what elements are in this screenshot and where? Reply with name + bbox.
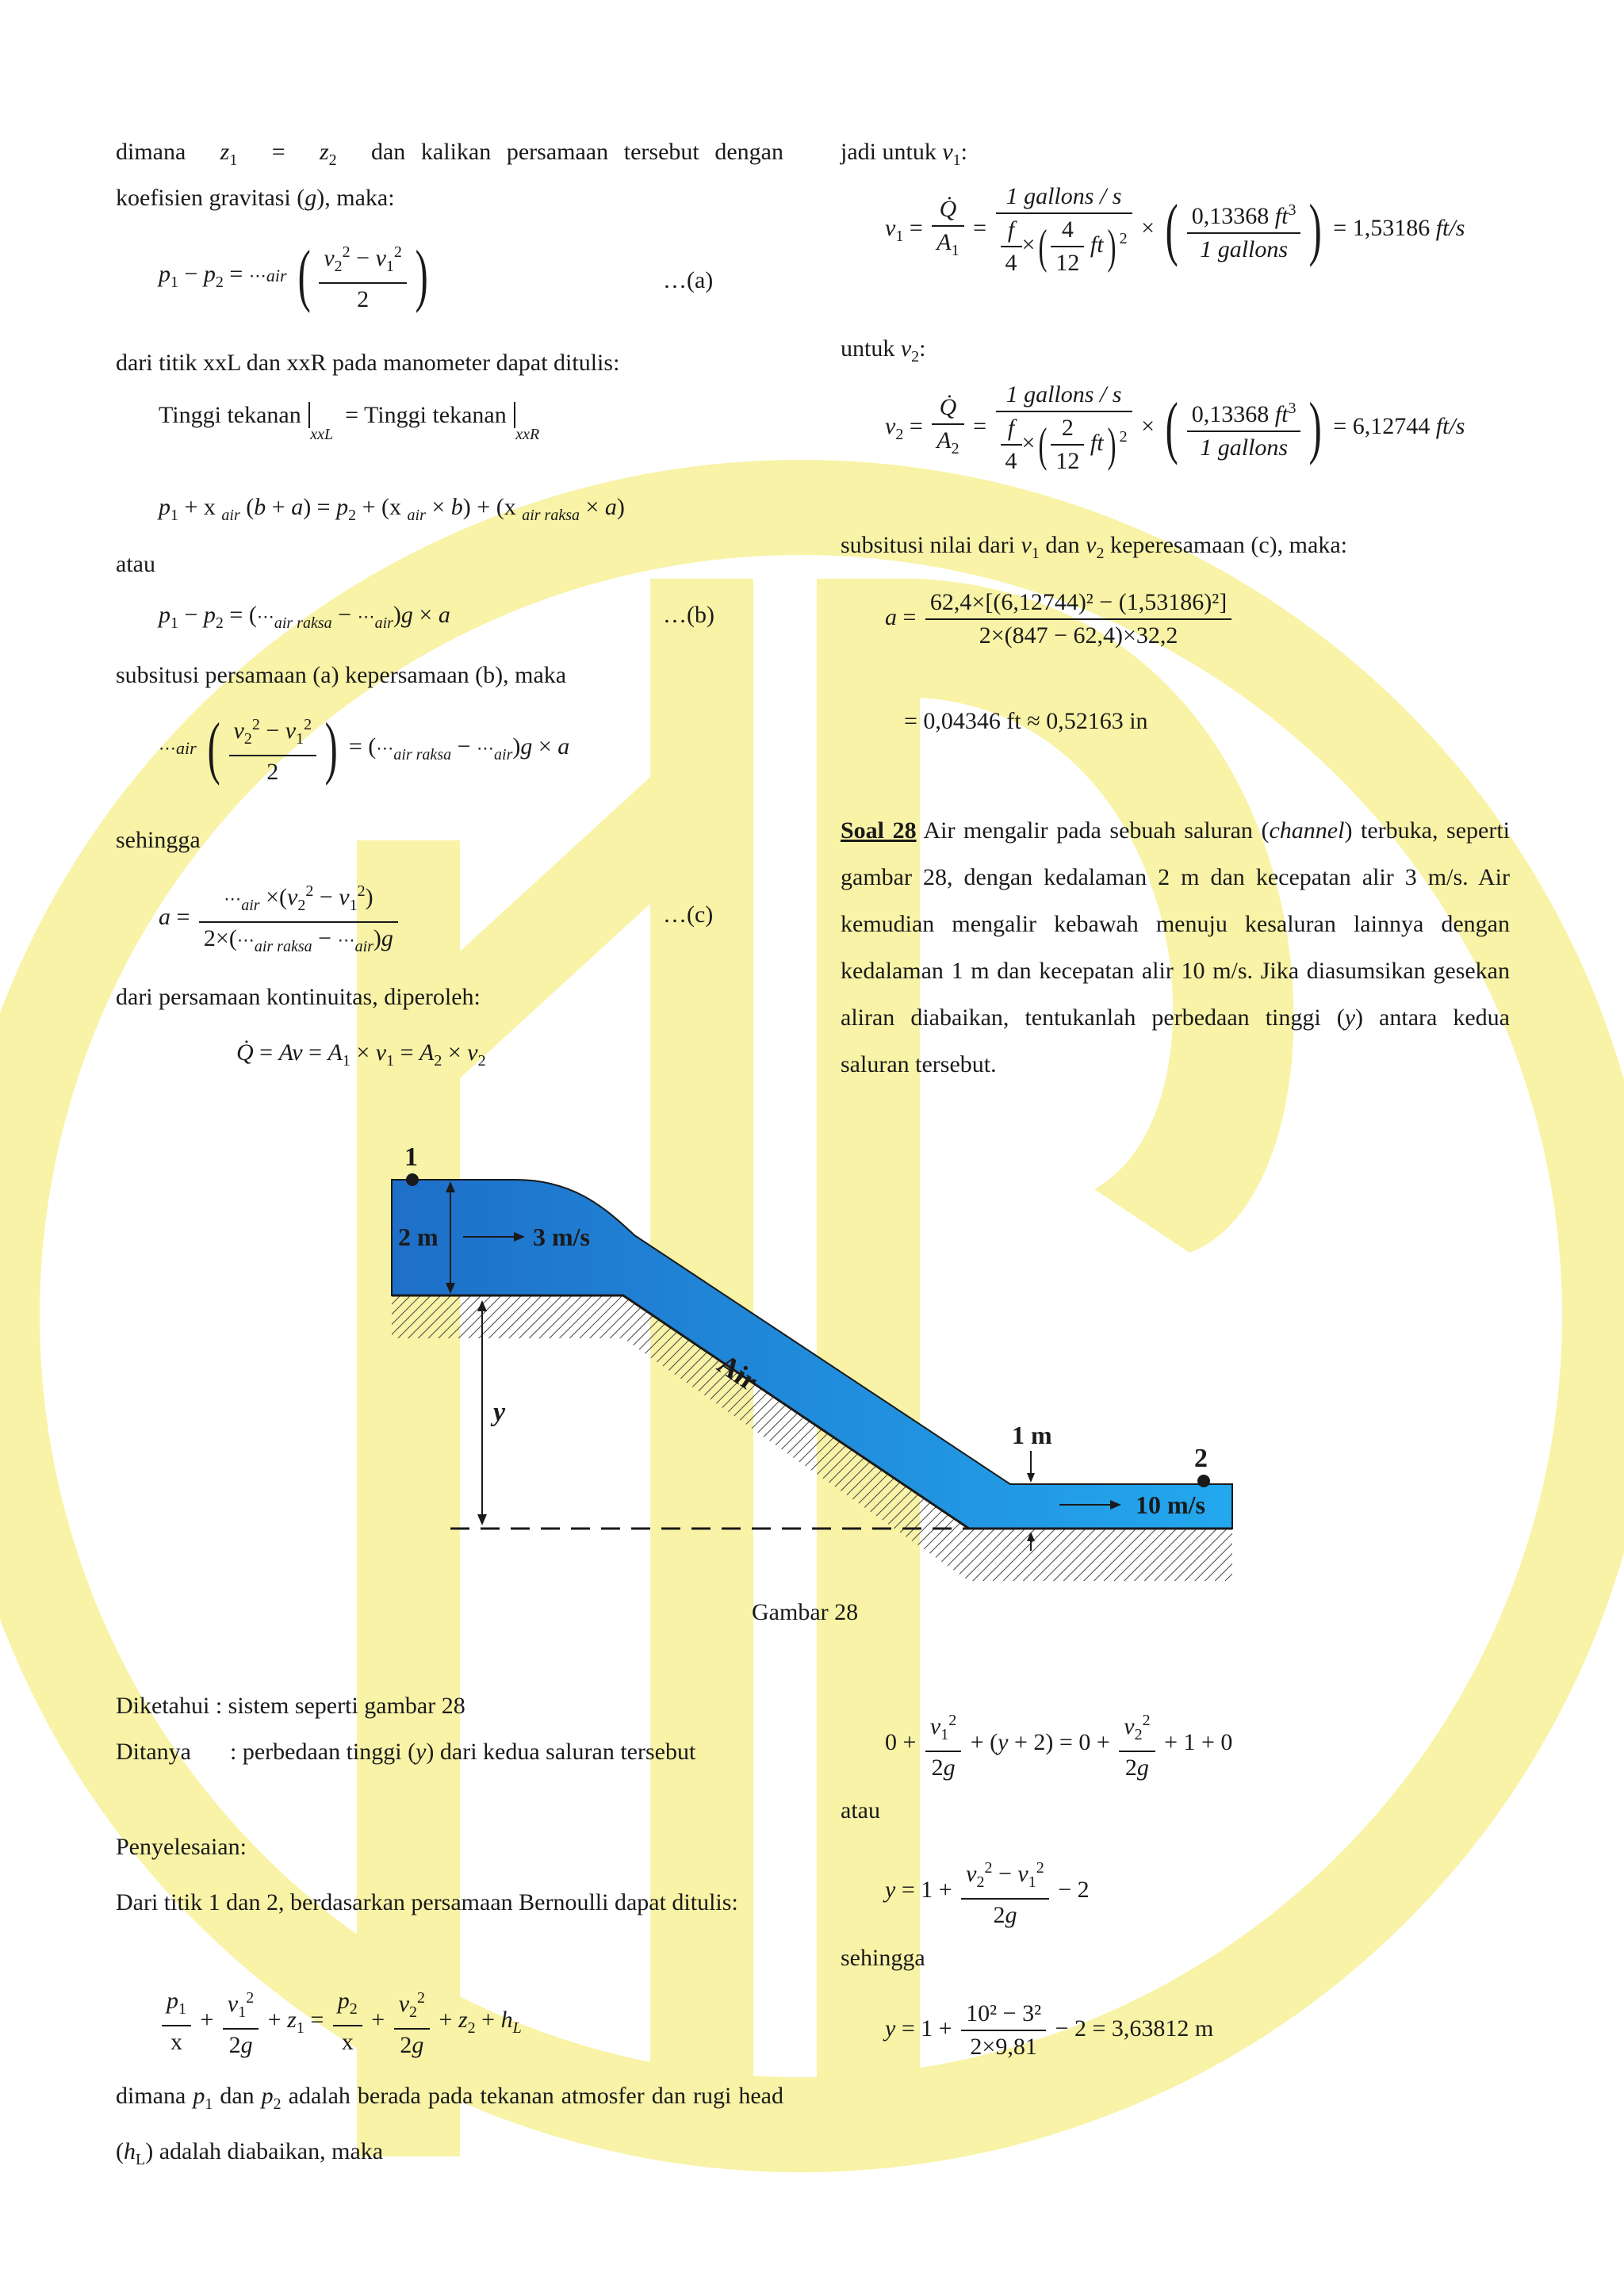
untuk-v2: untuk $v_2$:: [841, 335, 926, 365]
equation-v2: $v_2$ = $\frac{Q̇}{A_2}$ = 1 gallons / s $\frac{f}{4}$ ×( $\frac{2}{12}$ ft) $^2$ × ( $\frac{0,13368 ft^3}{\text{1 gallons}}$ ) = 6,12744 ft/s: [885, 379, 1465, 477]
atau-2: atau: [841, 1797, 880, 1823]
point-1-marker: [406, 1173, 419, 1186]
figure-label-2: 2: [1194, 1444, 1208, 1473]
equation-y: y = 1 + $\frac{v_2^2 - v_1^2}{2g}$ − 2: [885, 1852, 1090, 1931]
ref-a: …(a): [663, 267, 714, 293]
equation-b: $p_1 - p_2$ = ($\cdots_{air raksa}$ − $\cdots_{air})g \times a$: [159, 602, 450, 632]
equation-a-value: a = $\frac{\text{62,4×[(6,12744)² − (1,53186)²]}}{2\times(847 - 62,4)\times 32,2}$: [885, 587, 1235, 652]
ref-c: …(c): [663, 901, 714, 928]
figure-depth-1: 2 m: [398, 1223, 439, 1251]
figure-fluid-label: Air: [711, 1348, 764, 1398]
penyelesaian: Penyelesaian:: [116, 1834, 247, 1860]
equation-substitution: ⋯air ( $\frac{v_2^2 - v_1^2}{2}$ ) = ($\cdots_{air raksa}$ − $\cdots_{air})g \times a$: [159, 710, 570, 786]
equation-v1: $v_1$ = $\frac{Q̇}{A_1}$ = 1 gallons / s $\frac{f}{4}$ ×( $\frac{4}{12}$ ft) $^2$ × ( $\frac{0,13368 ft^3}{\text{1 gallons}}$ ) = 1,53186 ft/s: [885, 181, 1465, 279]
figure-label-1: 1: [404, 1142, 418, 1172]
left-para-1-line-1: dimana $z_1$ = $z_2$ dan kalikan persamaan tersebut dengan: [116, 139, 783, 169]
bernoulli-text: Dari titik 1 dan 2, berdasarkan persamaan Bernoulli dapat ditulis:: [116, 1889, 738, 1915]
ditanya-row: Ditanya : perbedaan tinggi (y) dari kedua saluran tersebut: [116, 1739, 696, 1765]
dimana-text: dimana $p_1$ dan $p_2$ adalah berada pada tekanan atmosfer dan rugi head $(h_L)$ adalah diabaikan, maka: [116, 2083, 783, 2168]
left-para-1-line-2: koefisien gravitasi (g), maka:: [116, 185, 395, 211]
ref-b: …(b): [663, 602, 714, 628]
jadi-untuk-v1: jadi untuk $v_1$:: [841, 139, 967, 169]
equation-a-result: = 0,04346 ft ≈ 0,52163 in: [904, 708, 1148, 734]
diketahui-row: Diketahui : sistem seperti gambar 28: [116, 1693, 465, 1719]
sehingga-2: sehingga: [841, 1945, 925, 1971]
equation-manometer: $p_1 + x$ $_{air}$ $(b + a) = p_2 + (x$ $_{air}$ × b) + (x $_{air raksa}$ × a): [159, 494, 625, 524]
figure-depth-2: 1 m: [1012, 1421, 1052, 1449]
left-para-4: dari persamaan kontinuitas, diperoleh:: [116, 984, 481, 1010]
figure-y-label: y: [493, 1398, 506, 1427]
equation-bernoulli: $\frac{p_1}{x}$ + $\frac{v_1^2}{2g}$ + $z_1$ = $\frac{p_2}{x}$ + $\frac{v_2^2}{2g}$ + $z_2 + h_L$: [159, 1982, 522, 2061]
left-para-2: dari titik xxL dan xxR pada manometer dapat ditulis:: [116, 350, 620, 376]
sehingga-1: sehingga: [116, 827, 201, 853]
figure-caption: Gambar 28: [752, 1599, 859, 1625]
figure-speed-2: 10 m/s: [1136, 1490, 1205, 1519]
equation-bernoulli-applied: 0 + $\frac{v_1^2}{2g}$ + (y + 2) = 0 + $\frac{v_2^2}{2g}$ + 1 + 0: [885, 1705, 1232, 1784]
soal-28-paragraph: Soal 28 Air mengalir pada sebuah saluran (channel) terbuka, seperti gambar 28, dengan kedalaman 2 m dan kecepatan alir 3 m/s. Air kemudian mengalir kebawah menuju kesaluran lainnya dengan kedalaman 1 m dan kecepatan alir 10 m/s. Jika diasumsikan gesekan aliran diabaikan, tentukanlah perbedaan tinggi (y) antara kedua saluran tersebut.: [841, 817, 1510, 1077]
equation-a: $p_1 - p_2$ = ⋯air ( $\frac{v_2^2 - v_1^2}{2}$ ): [159, 237, 428, 314]
figure-speed-1: 3 m/s: [533, 1223, 590, 1251]
point-2-marker: [1197, 1475, 1210, 1487]
water-body: [392, 1180, 1232, 1529]
equation-continuity: Q̇ = $Av = A_1 \times v_1 = A_2 \times v_2$: [236, 1039, 486, 1070]
atau-1: atau: [116, 551, 155, 577]
left-para-3: subsitusi persamaan (a) kepersamaan (b), maka: [116, 662, 567, 688]
equation-c: a = $\frac{\cdots_{air} \times(v_2^2 - v_1^2)}{2\times(\cdots_{air raksa} - \cdots_{air})g}$: [159, 875, 401, 962]
ground-hatch: [392, 1295, 1232, 1581]
subsitusi-text: subsitusi nilai dari $v_1$ dan $v_2$ keperesamaan (c), maka:: [841, 532, 1347, 562]
equation-y-result: y = 1 + $\frac{\text{10² − 3²}}{2\times 9,81}$ − 2 = 3,63812 m: [885, 1998, 1213, 2063]
equation-tinggi-tekanan: Tinggi tekanan $_{xxL}$ = Tinggi tekanan $_{xxR}$: [159, 402, 540, 443]
